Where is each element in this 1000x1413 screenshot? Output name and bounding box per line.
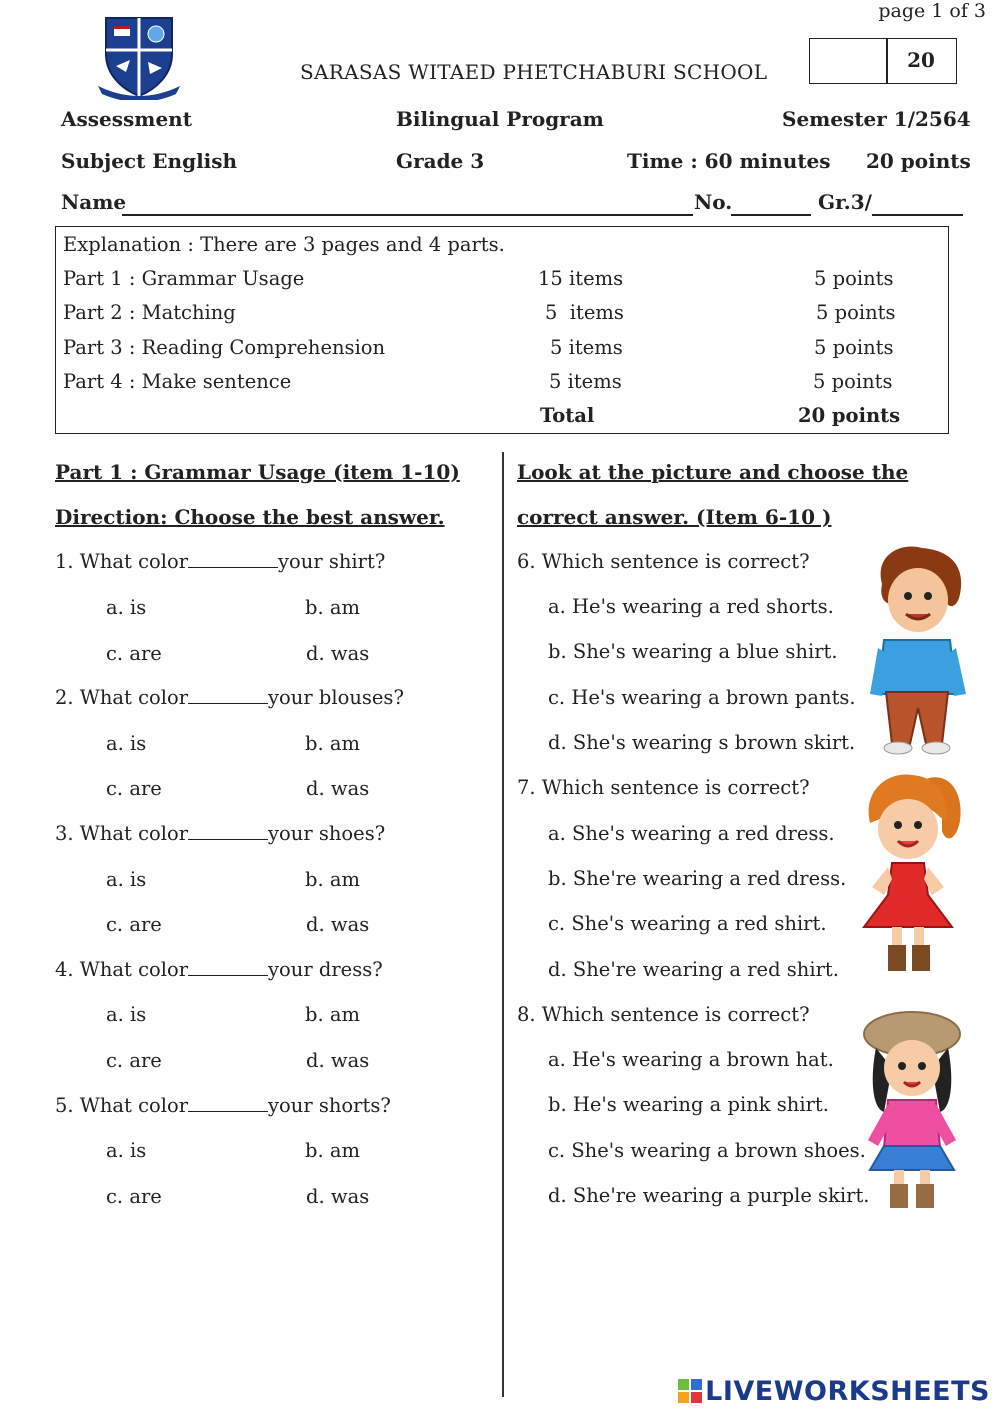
option-d[interactable]: d. was [306, 777, 370, 800]
answer-blank[interactable] [188, 1097, 268, 1112]
part-name: Part 2 : Matching [63, 301, 236, 324]
part1-title: Part 1 : Grammar Usage (item 1-10) [55, 460, 460, 484]
part-items: 5 items [549, 370, 622, 393]
explanation-intro: Explanation : There are 3 pages and 4 parts. [63, 233, 505, 256]
grade-label: Grade 3 [396, 149, 485, 173]
number-label: No. [694, 190, 733, 214]
liveworksheets-icon [678, 1379, 702, 1403]
question-text: 6. Which sentence is correct? [517, 550, 810, 573]
option-d[interactable]: d. was [306, 1049, 370, 1072]
column-divider [502, 452, 504, 1397]
subject-label: Subject English [61, 149, 238, 173]
option-b[interactable]: b. am [305, 1003, 360, 1026]
question-text-end: your blouses? [268, 686, 404, 709]
question-text-end: your dress? [268, 958, 383, 981]
girl-red-dress-illustration [856, 771, 966, 976]
answer-blank[interactable] [188, 553, 278, 568]
option-a[interactable]: a. He's wearing a brown hat. [548, 1048, 834, 1071]
points-label: 20 points [866, 149, 971, 173]
part1-direction: Direction: Choose the best answer. [55, 505, 445, 529]
class-field[interactable] [872, 214, 963, 216]
time-label: Time : 60 minutes [627, 149, 831, 173]
total-points: 20 points [798, 404, 901, 427]
total-label: Total [540, 404, 595, 427]
brand-text: LIVEWORKSHEETS [705, 1376, 990, 1407]
option-d[interactable]: d. She're wearing a red shirt. [548, 958, 839, 981]
part-points: 5 points [816, 301, 896, 324]
school-name: SARASAS WITAED PHETCHABURI SCHOOL [300, 60, 768, 84]
option-b[interactable]: b. am [305, 868, 360, 891]
part-points: 5 points [814, 267, 894, 290]
option-c[interactable]: c. are [106, 1049, 162, 1072]
option-a[interactable]: a. is [106, 868, 147, 891]
option-c[interactable]: c. are [106, 777, 162, 800]
part-points: 5 points [814, 336, 894, 359]
name-label: Name [61, 190, 127, 214]
question-text: 5. What color [55, 1094, 189, 1117]
option-b[interactable]: b. She're wearing a red dress. [548, 867, 847, 890]
option-a[interactable]: a. is [106, 732, 147, 755]
option-b[interactable]: b. am [305, 596, 360, 619]
part-items: 5 items [545, 301, 624, 324]
program-label: Bilingual Program [396, 107, 604, 131]
option-b[interactable]: b. am [305, 732, 360, 755]
option-a[interactable]: a. He's wearing a red shorts. [548, 595, 834, 618]
option-d[interactable]: d. She's wearing s brown skirt. [548, 731, 856, 754]
page-number: page 1 of 3 [878, 0, 986, 22]
option-c[interactable]: c. are [106, 1185, 162, 1208]
score-box [809, 38, 957, 84]
option-d[interactable]: d. was [306, 1185, 370, 1208]
question-text: 1. What color [55, 550, 189, 573]
option-c[interactable]: c. She's wearing a brown shoes. [548, 1139, 866, 1162]
question-text: 8. Which sentence is correct? [517, 1003, 810, 1026]
question-text-end: your shorts? [268, 1094, 391, 1117]
question-text-end: your shirt? [278, 550, 386, 573]
boy-illustration [862, 544, 974, 756]
option-d[interactable]: d. She're wearing a purple skirt. [548, 1184, 870, 1207]
part-items: 15 items [538, 267, 624, 290]
school-crest-logo [96, 14, 182, 100]
option-a[interactable]: a. She's wearing a red dress. [548, 822, 835, 845]
option-c[interactable]: c. She's wearing a red shirt. [548, 912, 827, 935]
name-field[interactable] [122, 214, 693, 216]
number-field[interactable] [731, 214, 811, 216]
option-c[interactable]: c. are [106, 913, 162, 936]
option-b[interactable]: b. He's wearing a pink shirt. [548, 1093, 829, 1116]
question-text-end: your shoes? [268, 822, 386, 845]
girl-pink-shirt-illustration [862, 1008, 964, 1212]
part1b-title-line2: correct answer. (Item 6-10 ) [517, 505, 832, 529]
answer-blank[interactable] [188, 825, 268, 840]
question-text: 3. What color [55, 822, 189, 845]
part-name: Part 3 : Reading Comprehension [63, 336, 386, 359]
option-d[interactable]: d. was [306, 642, 370, 665]
answer-blank[interactable] [188, 961, 268, 976]
option-d[interactable]: d. was [306, 913, 370, 936]
class-label: Gr.3/ [818, 190, 872, 214]
score-total: 20 [907, 48, 935, 72]
explanation-box [55, 226, 949, 434]
liveworksheets-logo[interactable] [678, 1376, 990, 1407]
option-a[interactable]: a. is [106, 1139, 147, 1162]
part-points: 5 points [813, 370, 893, 393]
option-a[interactable]: a. is [106, 1003, 147, 1026]
question-text: 7. Which sentence is correct? [517, 776, 810, 799]
part-name: Part 4 : Make sentence [63, 370, 292, 393]
part-name: Part 1 : Grammar Usage [63, 267, 305, 290]
part-items: 5 items [550, 336, 623, 359]
option-b[interactable]: b. am [305, 1139, 360, 1162]
question-text: 4. What color [55, 958, 189, 981]
answer-blank[interactable] [188, 689, 268, 704]
part1b-title-line1: Look at the picture and choose the [517, 460, 909, 484]
assessment-label: Assessment [61, 107, 192, 131]
option-c[interactable]: c. He's wearing a brown pants. [548, 686, 856, 709]
option-b[interactable]: b. She's wearing a blue shirt. [548, 640, 838, 663]
option-a[interactable]: a. is [106, 596, 147, 619]
question-text: 2. What color [55, 686, 189, 709]
semester-label: Semester 1/2564 [782, 107, 971, 131]
option-c[interactable]: c. are [106, 642, 162, 665]
